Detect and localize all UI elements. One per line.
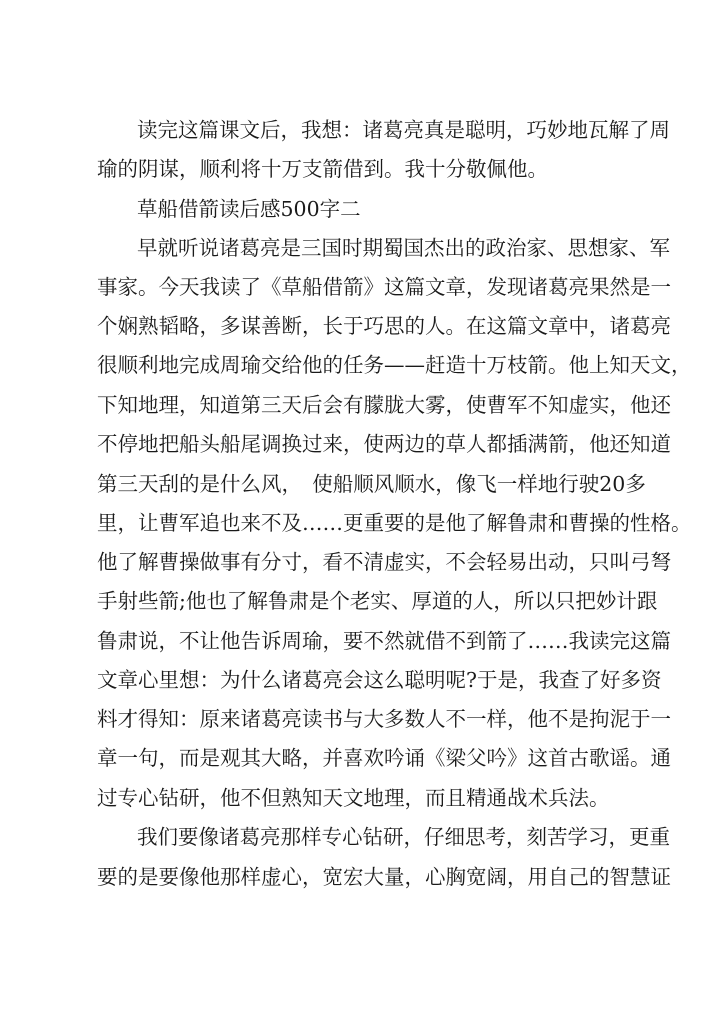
text-line: 不停地把船头船尾调换过来，使两边的草人都插满箭，他还知道 <box>97 432 671 456</box>
text-line: 他了解曹操做事有分寸，看不清虚实，不会轻易出动，只叫弓弩 <box>97 550 671 574</box>
text-line: 我们要像诸葛亮那样专心钻研，仔细思考，刻苦学习，更重 <box>137 825 670 849</box>
text-line: 鲁肃说，不让他告诉周瑜，要不然就借不到箭了……我读完这篇 <box>97 629 671 653</box>
text-line: 里，让曹军追也来不及……更重要的是他了解鲁肃和曹操的性格。 <box>97 511 692 535</box>
text-line: 章一句，而是观其大略，并喜欢吟诵《梁父吟》这首古歌谣。通 <box>97 746 671 770</box>
text-line: 料才得知：原来诸葛亮读书与大多数人不一样，他不是拘泥于一 <box>97 707 671 731</box>
text-line: 事家。今天我读了《草船借箭》这篇文章，发现诸葛亮果然是一 <box>97 275 671 299</box>
text-line: 要的是要像他那样虚心，宽宏大量，心胸宽阔，用自己的智慧证 <box>97 865 671 889</box>
text-line: 草船借箭读后感500字二 <box>137 197 361 221</box>
text-line: 下知地理，知道第三天后会有朦胧大雾，使曹军不知虚实，他还 <box>97 393 671 417</box>
text-line: 很顺利地完成周瑜交给他的任务——赶造十万枝箭。他上知天文， <box>97 353 692 377</box>
text-line: 个娴熟韬略，多谋善断，长于巧思的人。在这篇文章中，诸葛亮 <box>97 314 671 338</box>
text-line: 瑜的阴谋，顺利将十万支箭借到。我十分敬佩他。 <box>97 157 548 181</box>
text-line: 手射些箭;他也了解鲁肃是个老实、厚道的人，所以只把妙计跟 <box>97 589 658 613</box>
text-line: 早就听说诸葛亮是三国时期蜀国杰出的政治家、思想家、军 <box>137 236 670 260</box>
text-line: 读完这篇课文后，我想：诸葛亮真是聪明，巧妙地瓦解了周 <box>137 118 670 142</box>
text-line: 第三天刮的是什么风， 使船顺风顺水，像飞一样地行驶20多 <box>97 472 646 496</box>
text-line: 文章心里想：为什么诸葛亮会这么聪明呢?于是，我查了好多资 <box>97 668 662 692</box>
text-line: 过专心钻研，他不但熟知天文地理，而且精通战术兵法。 <box>97 786 610 810</box>
